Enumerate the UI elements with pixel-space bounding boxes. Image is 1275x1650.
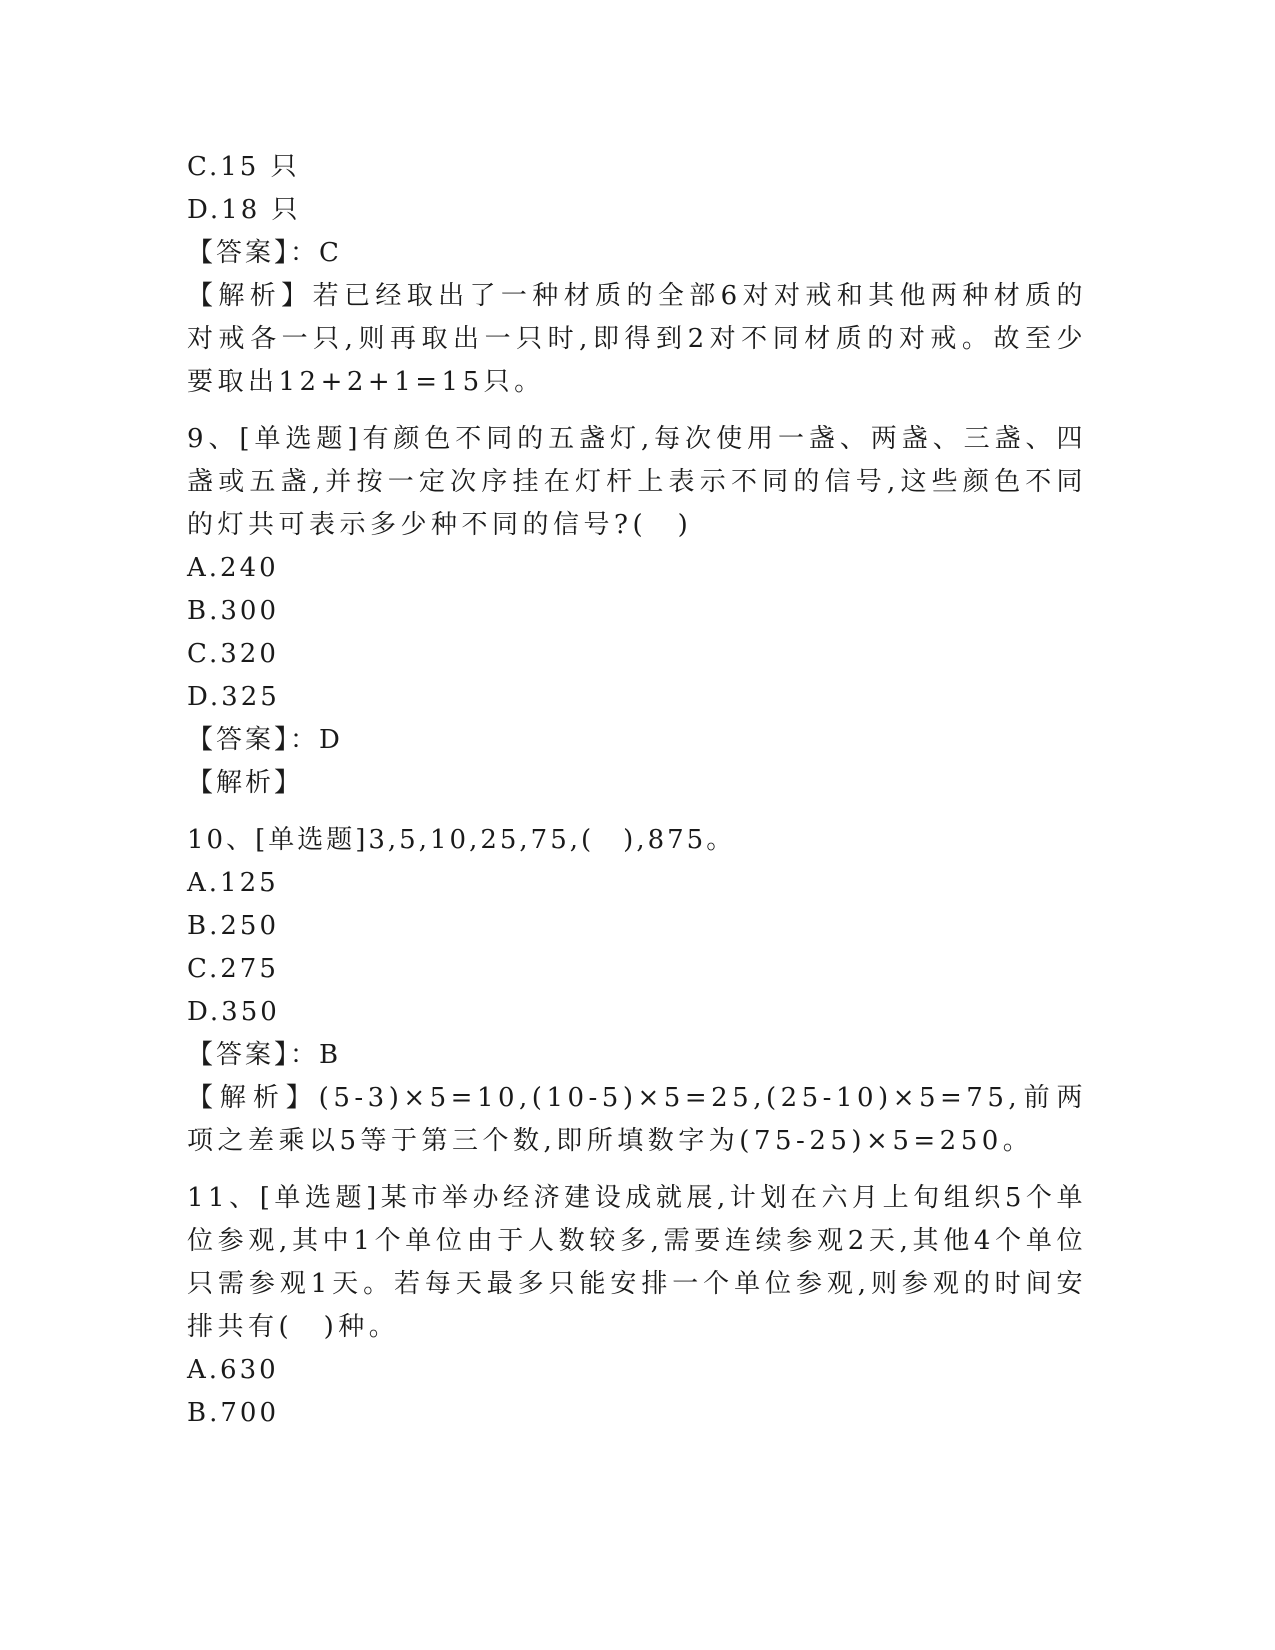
q11-option-b: B.700 xyxy=(187,1398,279,1428)
q10-option-b: B.250 xyxy=(187,911,279,941)
q8-answer: 【答案】：C xyxy=(187,238,342,268)
spacer xyxy=(187,404,1087,418)
q11-option-a: A.630 xyxy=(187,1355,279,1385)
q10-analysis: 【解析】(5-3)×5=10,(10-5)×5=25,(25-10)×5=75,前两项之差乘以5等于第三个数,即所填数字为(75-25)×5=250。 xyxy=(187,1083,1087,1156)
q9-option-b: B.300 xyxy=(187,596,279,626)
q9-option-d: D.325 xyxy=(187,682,280,712)
q10-option-c: C.275 xyxy=(187,954,279,984)
spacer xyxy=(187,1163,1087,1177)
q9-answer: 【答案】：D xyxy=(187,725,343,755)
q10-option-d: D.350 xyxy=(187,997,280,1027)
q10-answer: 【答案】：B xyxy=(187,1040,342,1070)
document-page xyxy=(187,146,1087,1435)
q10-option-a: A.125 xyxy=(187,868,279,898)
spacer xyxy=(187,805,1087,819)
q9-option-c: C.320 xyxy=(187,639,279,669)
q9-question: 9、[单选题]有颜色不同的五盏灯,每次使用一盏、两盏、三盏、四盏或五盏,并按一定次序挂在灯杆上表示不同的信号,这些颜色不同的灯共可表示多少种不同的信号?( ) xyxy=(187,424,1087,540)
q9-option-a: A.240 xyxy=(187,553,279,583)
q8-option-c: C.15 只 xyxy=(187,152,300,182)
q11-question: 11、[单选题]某市举办经济建设成就展,计划在六月上旬组织5个单位参观,其中1个单位由于人数较多,需要连续参观2天,其他4个单位只需参观1天。若每天最多只能安排一个单位参观,则参观的时间安排共有( )种。 xyxy=(187,1183,1087,1342)
q10-question: 10、[单选题]3,5,10,25,75,( ),875。 xyxy=(187,825,736,855)
q8-analysis: 【解析】若已经取出了一种材质的全部6对对戒和其他两种材质的对戒各一只,则再取出一只时,即得到2对不同材质的对戒。故至少要取出12+2+1=15只。 xyxy=(187,281,1087,397)
q8-option-d: D.18 只 xyxy=(187,195,301,225)
q9-analysis: 【解析】 xyxy=(187,768,304,798)
